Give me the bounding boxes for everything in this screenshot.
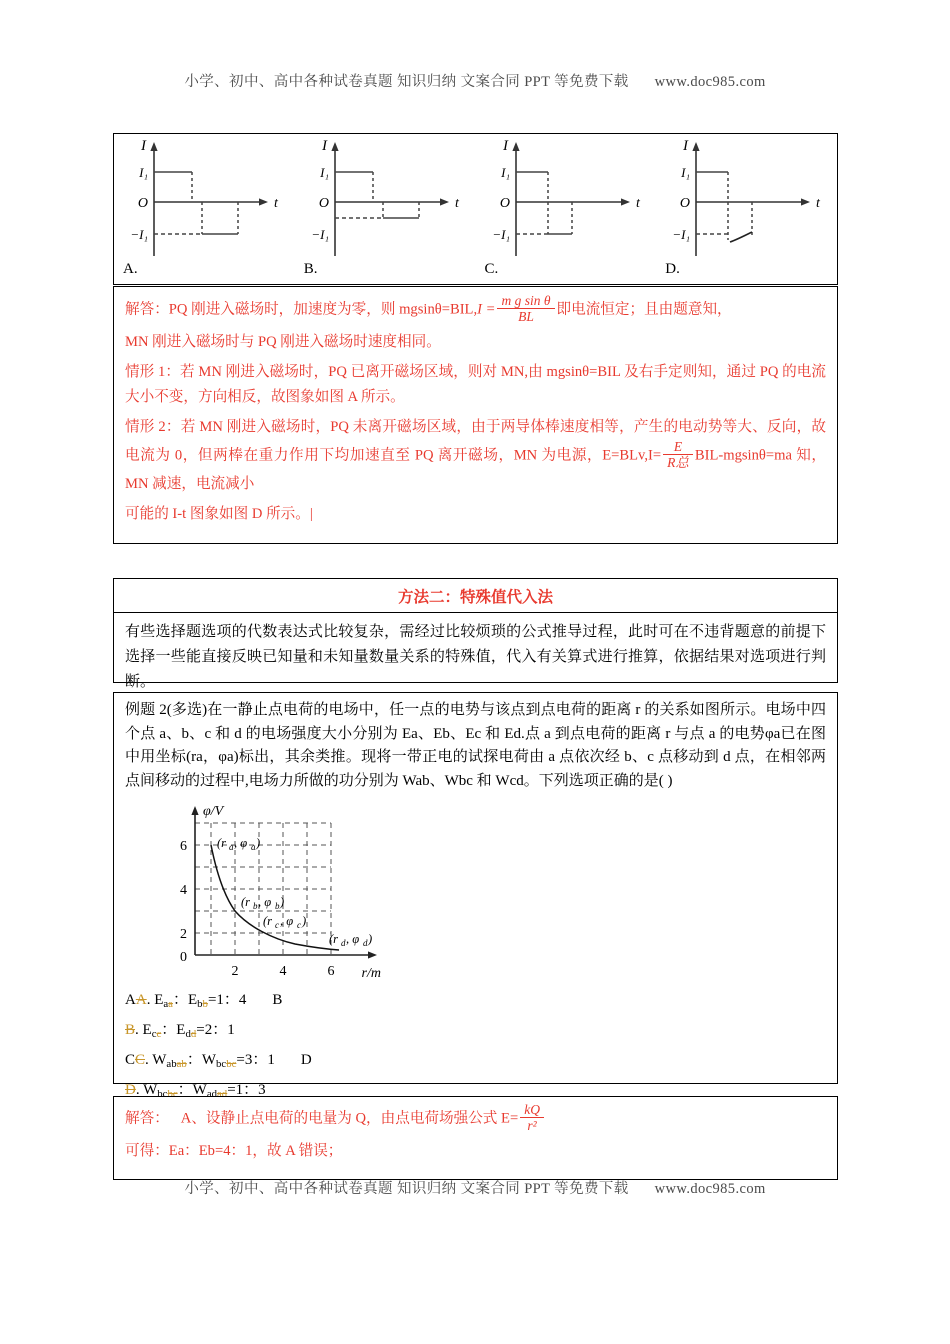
- svg-text:I: I: [683, 138, 689, 154]
- header-url: www.doc985.com: [654, 74, 766, 90]
- option-c-trailing: D: [300, 1052, 312, 1069]
- svg-text:O: O: [499, 196, 510, 211]
- option-a-trailing: B: [272, 992, 283, 1008]
- option-c-mid: ：W: [186, 1052, 216, 1069]
- option-letter-b: B.: [303, 261, 318, 277]
- option-b-mid: ：E: [161, 1022, 186, 1039]
- footer-url: www.doc985.com: [654, 1181, 766, 1197]
- page-footer: [0, 1177, 950, 1198]
- option-b-sub2-deleted: d: [190, 1028, 197, 1041]
- method-title: 方法二：特殊值代入法: [114, 579, 837, 613]
- svg-text:0: 0: [180, 950, 187, 965]
- svg-text:I: I: [321, 138, 327, 154]
- svg-text:6: 6: [180, 839, 187, 854]
- svg-text:(r: (r: [263, 914, 273, 928]
- example-question-text: 例题 2(多选)在一静止点电荷的电场中，任一点的电势与该点到点电荷的距离 r 的关系如图所示。电场中四个点 a、b、c 和 d 的电场强度大小分别为 Ea、Eb、Ec 和 Ed.点 a 到点电荷的距离 r 与点 a 的电势φa已在图中用坐标(ra，φa)标出，其余类推。现将一带正电的试探电荷由 a 点依次经 b、c 点移动到 d 点，在相邻两点间移动的过程中,电场力所做的功分别为 Wab、Wbc 和 Wcd。下列选项正确的是( ): [125, 702, 826, 789]
- answer-options-list: [125, 987, 826, 1107]
- answer2-label: 解答：: [125, 1110, 169, 1127]
- answer2-line1: [125, 1103, 826, 1135]
- graph-option-c[interactable]: [476, 134, 657, 284]
- formula-mgsin-over-bl: [497, 293, 554, 325]
- svg-text:b: b: [275, 901, 280, 911]
- svg-text:−I₁: −I₁: [130, 227, 148, 242]
- svg-text:4: 4: [180, 883, 187, 898]
- svg-text:O: O: [680, 196, 691, 211]
- option-d-sub2-deleted: ad: [217, 1088, 228, 1101]
- graph-options-block: [113, 133, 838, 285]
- method-body: 有些选择题选项的代数表达式比较复杂，需经过比较烦琐的公式推导过程，此时可在不违背题意的前提下选择一些能直接反映已知量和未知量数量关系的特殊值，代入有关算式进行推算，依据结果对选项进行判断。: [125, 624, 826, 690]
- option-letter-a: A.: [123, 261, 138, 277]
- option-a-sub1: a: [163, 998, 169, 1011]
- svg-text:2: 2: [231, 964, 239, 979]
- svg-text:(r: (r: [329, 932, 339, 946]
- option-row-c[interactable]: [125, 1047, 826, 1077]
- option-b-value: =2：1: [196, 1022, 235, 1039]
- svg-text:I₁: I₁: [319, 165, 329, 180]
- svg-text:(r: (r: [241, 895, 251, 909]
- option-b-deleted: B: [125, 1022, 136, 1039]
- answer1-line1a: PQ 刚进入磁场时，加速度为零，则 mgsinθ=BIL,: [168, 301, 478, 318]
- svg-text:, φ: , φ: [258, 895, 272, 909]
- answer-block-1: [113, 286, 838, 544]
- frac-numerator: m g sin θ: [501, 293, 551, 308]
- svg-text:I₁: I₁: [139, 165, 148, 180]
- option-row-b[interactable]: [125, 1017, 826, 1047]
- option-a-sub2-deleted: b: [202, 998, 208, 1011]
- svg-text:φ/V: φ/V: [203, 804, 224, 819]
- frac3-numerator: kQ: [524, 1102, 540, 1117]
- answer1-line1b: 即电流恒定；且由题意知，: [556, 301, 732, 318]
- svg-text:): ): [256, 836, 261, 850]
- frac-denominator: BL: [497, 308, 554, 325]
- option-d-lead: . W: [135, 1082, 158, 1099]
- svg-text:, φ: , φ: [280, 914, 294, 928]
- svg-text:): ): [280, 895, 285, 909]
- option-d-deleted: D: [125, 1082, 136, 1099]
- formula-kq-over-r2: [520, 1102, 544, 1134]
- example-block: [113, 692, 838, 1101]
- option-a-deleted: A: [135, 992, 147, 1008]
- option-a-keep: A: [125, 992, 136, 1008]
- answer2-line1-text: A、设静止点电荷的电量为 Q，由点电荷场强公式 E=: [180, 1110, 519, 1127]
- svg-text:6: 6: [327, 964, 335, 979]
- option-b-lead: . E: [135, 1022, 152, 1039]
- svg-text:a: a: [229, 842, 234, 852]
- svg-text:, φ: , φ: [346, 932, 360, 946]
- svg-text:): ): [368, 932, 373, 946]
- svg-text:c: c: [297, 920, 301, 930]
- svg-text:, φ: , φ: [234, 836, 248, 850]
- answer1-case2a: 情形 2：若 MN 刚进入磁场时，PQ 未离开磁场区域，由于两导体棒速度相等，产生的电动势等大、反向，故电流为 0，但两棒在重力作用下均加速直至 PQ 离开磁场，MN 为电源，E=BLv,I=: [125, 418, 826, 464]
- svg-text:I: I: [502, 138, 508, 154]
- option-d-sub2: ad: [206, 1088, 218, 1101]
- svg-text:t: t: [454, 196, 459, 211]
- svg-text:d: d: [341, 938, 346, 948]
- formula-e-over-rtotal: [663, 439, 693, 471]
- svg-text:I: I: [141, 138, 146, 154]
- svg-text:−I₁: −I₁: [491, 227, 510, 242]
- svg-text:I₁: I₁: [500, 165, 510, 180]
- potential-distance-chart: [143, 801, 443, 983]
- svg-text:4: 4: [279, 964, 287, 979]
- option-c-deleted: C: [135, 1052, 146, 1069]
- svg-text:−I₁: −I₁: [672, 227, 691, 242]
- option-b-sub2: d: [185, 1028, 191, 1041]
- svg-text:I₁: I₁: [681, 165, 691, 180]
- frac3-denominator: r²: [520, 1117, 544, 1134]
- option-a-lead: . E: [146, 992, 164, 1008]
- svg-text:t: t: [635, 196, 640, 211]
- option-d-value: =1：3: [227, 1082, 266, 1099]
- answer1-line1: [125, 294, 826, 326]
- frac2-denominator: R总: [663, 454, 693, 471]
- option-letter-c: C.: [484, 261, 499, 277]
- option-d-sub1-deleted: bc: [167, 1088, 178, 1101]
- option-c-value: =3：1: [236, 1052, 275, 1069]
- option-a-mid: ：E: [172, 992, 198, 1008]
- option-b-sub1-deleted: c: [156, 1028, 162, 1041]
- option-a-sub2: b: [197, 998, 203, 1011]
- svg-text:(r: (r: [217, 836, 227, 850]
- svg-text:−I₁: −I₁: [311, 227, 329, 242]
- svg-text:2: 2: [180, 927, 187, 942]
- svg-text:): ): [302, 914, 307, 928]
- svg-text:t: t: [274, 196, 278, 211]
- svg-text:t: t: [816, 196, 821, 211]
- option-b-sub1: c: [151, 1028, 157, 1041]
- svg-text:c: c: [275, 920, 279, 930]
- svg-text:d: d: [363, 938, 368, 948]
- option-c-sub2-deleted: bc: [226, 1058, 237, 1071]
- option-c-sub1: ab: [166, 1058, 177, 1071]
- graph-option-b[interactable]: [295, 134, 476, 284]
- option-c-lead: . W: [145, 1052, 167, 1069]
- answer2-line2: 可得：Ea：Eb=4：1，故 A 错误；: [125, 1143, 343, 1159]
- answer1-formula-lhs: I =: [477, 301, 496, 318]
- answer1-case2: [125, 415, 826, 498]
- svg-text:O: O: [318, 196, 329, 211]
- option-a-value: =1：4: [207, 992, 247, 1008]
- svg-text:a: a: [251, 842, 256, 852]
- graph-option-a[interactable]: [114, 134, 295, 284]
- option-d-mid: ：W: [177, 1082, 207, 1099]
- svg-text:r/m: r/m: [361, 966, 381, 981]
- frac2-numerator: E: [673, 439, 683, 454]
- option-c-sub2: bc: [216, 1058, 227, 1071]
- page-header: [0, 70, 950, 91]
- option-a-sub1-deleted: a: [168, 998, 173, 1011]
- graph-option-d[interactable]: [656, 134, 837, 284]
- svg-text:b: b: [253, 901, 258, 911]
- method-block: [113, 578, 838, 690]
- option-c-sub1-deleted: ab: [176, 1058, 187, 1071]
- option-d-sub1: bc: [157, 1088, 168, 1101]
- svg-text:O: O: [137, 196, 148, 211]
- option-row-a[interactable]: [125, 987, 826, 1017]
- answer1-label: 解答：: [125, 301, 169, 318]
- answer1-case2b: BIL-mgsinθ=ma 知，MN 减速，电流减小: [125, 447, 826, 492]
- answer1-conclusion: 可能的 I-t 图象如图 D 所示。|: [125, 505, 313, 522]
- answer1-case1: 情形 1：若 MN 刚进入磁场时，PQ 已离开磁场区域，则对 MN,由 mgsinθ=BIL 及右手定则知，通过 PQ 的电流大小不变，方向相反，故图象如图 A 所示。: [125, 363, 826, 405]
- header-text: 小学、初中、高中各种试卷真题 知识归纳 文案合同 PPT 等免费下载: [184, 74, 629, 90]
- answer-block-2: [113, 1096, 838, 1180]
- option-letter-d: D.: [665, 261, 680, 277]
- option-c-keep: C: [125, 1052, 136, 1069]
- answer1-line2: MN 刚进入磁场时与 PQ 刚进入磁场时速度相同。: [125, 334, 441, 350]
- footer-text: 小学、初中、高中各种试卷真题 知识归纳 文案合同 PPT 等免费下载: [184, 1181, 629, 1197]
